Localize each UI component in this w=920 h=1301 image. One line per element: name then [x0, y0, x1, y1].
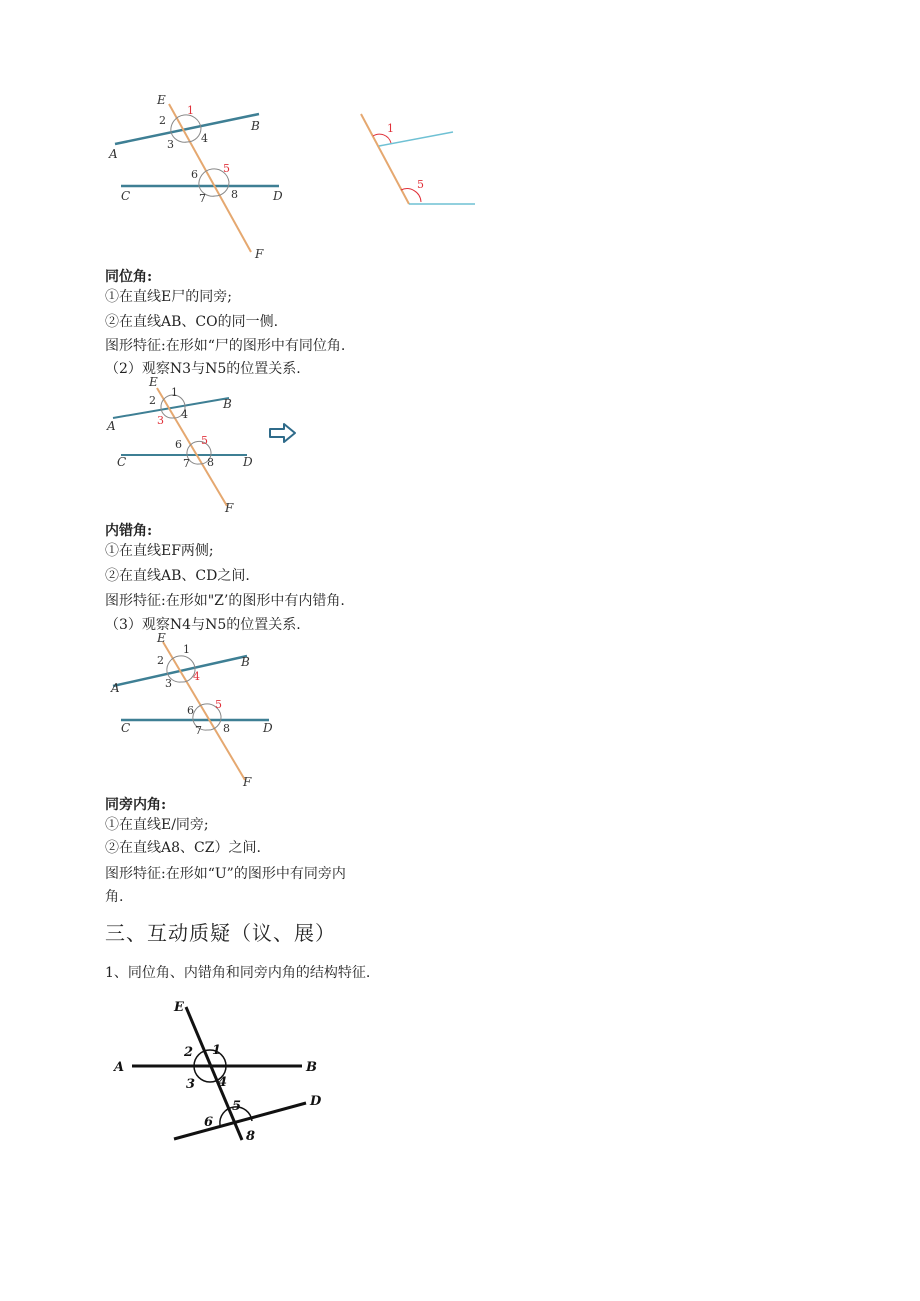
label-d: D — [273, 189, 283, 203]
label-e: E — [157, 93, 166, 107]
corresponding-angles-item-2: ②在直线AB、CO的同一侧. — [105, 314, 279, 330]
angle-1: 1 — [171, 386, 178, 399]
alternate-angles-item-2: ②在直线AB、CD之间. — [105, 568, 250, 584]
label-d: D — [263, 721, 273, 735]
line-ab — [115, 114, 259, 144]
figure4-diagram — [108, 995, 348, 1144]
alternate-angles-feature: 图形特征:在形如"Z’的图形中有内错角. — [105, 593, 345, 609]
angle-2: 2 — [184, 1045, 194, 1060]
corresponding-angles-feature: 图形特征:在形如“尸的图形中有同位角. — [105, 338, 346, 354]
angle-1: 1 — [183, 643, 190, 656]
part3-title: 三、互动质疑（议、展） — [105, 921, 336, 945]
same-side-angles-item-1: ①在直线E/同旁; — [105, 817, 209, 833]
angle-6: 6 — [191, 168, 198, 181]
detail-angle-5: 5 — [417, 178, 424, 191]
angle-8: 8 — [246, 1129, 256, 1144]
label-d: D — [310, 1094, 322, 1109]
line-ef — [163, 642, 245, 780]
angle-5: 5 — [232, 1099, 242, 1114]
label-c: C — [117, 455, 127, 469]
angle-1: 1 — [187, 104, 194, 117]
line-ef — [157, 388, 227, 506]
corresponding-angles-item-1: ①在直线E尸的同旁; — [105, 289, 232, 305]
angle-3: 3 — [186, 1077, 196, 1092]
line-ab — [113, 398, 229, 418]
label-a: A — [111, 681, 120, 695]
same-side-angles-feature-line-1: 图形特征:在形如“U”的图形中有同旁内 — [105, 866, 346, 882]
label-e: E — [157, 631, 166, 645]
label-f: F — [255, 247, 264, 261]
angle-8: 8 — [231, 188, 238, 201]
angle-3: 3 — [167, 138, 174, 151]
line-ef — [186, 1007, 242, 1140]
figure1-diagram — [105, 92, 305, 262]
right-arrow-icon — [268, 423, 298, 443]
angle-3: 3 — [157, 414, 164, 427]
label-b: B — [241, 655, 250, 669]
figure2-diagram — [105, 375, 305, 515]
angle-3: 3 — [165, 677, 172, 690]
same-side-angles-heading: 同旁内角: — [105, 797, 167, 813]
angle-5: 5 — [215, 698, 222, 711]
label-e: E — [149, 375, 158, 389]
angle-7: 7 — [195, 724, 202, 737]
angle-5: 5 — [201, 434, 208, 447]
observe-angles-3-5: （2）观察N3与N5的位置关系. — [105, 361, 301, 377]
angle-2: 2 — [159, 114, 166, 127]
label-b: B — [223, 397, 232, 411]
angle-7: 7 — [183, 457, 190, 470]
figure3-diagram — [105, 630, 305, 790]
angle-2: 2 — [157, 654, 164, 667]
label-c: C — [121, 189, 131, 203]
same-side-angles-item-2: ②在直线A8、CZ）之间. — [105, 840, 261, 856]
angle-4: 4 — [218, 1075, 228, 1090]
detail-angle-1: 1 — [387, 122, 394, 135]
label-a: A — [114, 1060, 125, 1075]
label-e: E — [174, 1000, 184, 1015]
label-a: A — [107, 419, 116, 433]
angle-4: 4 — [181, 408, 188, 421]
same-side-angles-feature-line-2: 角. — [105, 889, 124, 905]
alternate-angles-heading: 内错角: — [105, 523, 153, 539]
question-1: 1、同位角、内错角和同旁内角的结构特征. — [105, 965, 371, 981]
angle-4: 4 — [201, 132, 208, 145]
figure1-detail-diagram — [355, 110, 485, 220]
label-f: F — [243, 775, 252, 789]
observe-angles-4-5: （3）观察N4与N5的位置关系. — [105, 617, 301, 633]
transversal-segment — [361, 114, 409, 204]
alternate-angles-item-1: ①在直线EF两侧; — [105, 543, 214, 559]
label-c: C — [121, 721, 131, 735]
angle-8: 8 — [207, 456, 214, 469]
angle-2: 2 — [149, 394, 156, 407]
angle-6: 6 — [187, 704, 194, 717]
angle-5: 5 — [223, 162, 230, 175]
label-a: A — [109, 147, 118, 161]
angle-6: 6 — [175, 438, 182, 451]
label-b: B — [251, 119, 260, 133]
angle-4: 4 — [193, 670, 200, 683]
angle-8: 8 — [223, 722, 230, 735]
angle-7: 7 — [199, 192, 206, 205]
label-b: B — [306, 1060, 317, 1075]
corresponding-angles-heading: 同位角: — [105, 269, 153, 285]
line-ef — [169, 104, 251, 252]
label-f: F — [225, 501, 234, 515]
angle-1: 1 — [212, 1043, 222, 1058]
label-d: D — [243, 455, 253, 469]
angle-6: 6 — [204, 1115, 214, 1130]
